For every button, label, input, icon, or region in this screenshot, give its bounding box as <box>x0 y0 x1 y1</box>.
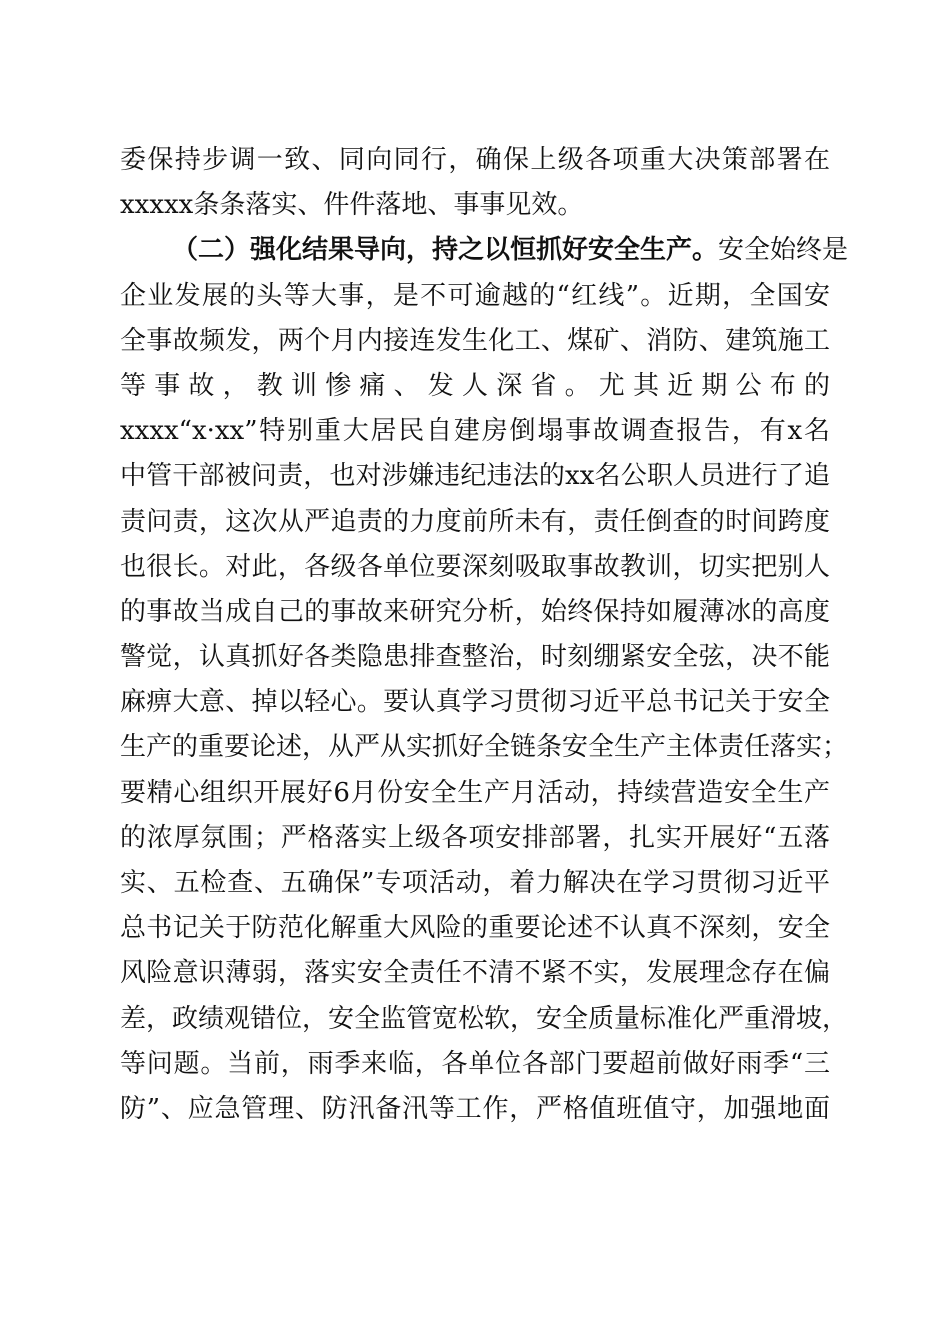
text-line: xxxx“x·xx”特别重大居民自建房倒塌事故调查报告，有x名 <box>120 416 830 447</box>
text-line: 责问责，这次从严追责的力度前所未有，责任倒查的时间跨度 <box>120 506 830 537</box>
text-line: 也很长。对此，各级各单位要深刻吸取事故教训，切实把别人 <box>120 551 830 582</box>
text-line: 差，政绩观错位，安全监管宽松软，安全质量标准化严重滑坡， <box>120 1003 849 1034</box>
text-line: 防”、应急管理、防汛备汛等工作，严格值班值守，加强地面 <box>120 1093 830 1124</box>
text-line: 的浓厚氛围；严格落实上级各项安排部署，扎实开展好“五落 <box>120 822 830 853</box>
section-heading: （二）强化结果导向，持之以恒抓好安全生产。 <box>172 235 719 266</box>
section-heading-line <box>120 228 849 273</box>
text-line: 的事故当成自己的事故来研究分析，始终保持如履薄冰的高度 <box>120 596 830 627</box>
text-line: xxxxx条条落实、件件落地、事事见效。 <box>120 190 584 221</box>
text-line: 全事故频发，两个月内接连发生化工、煤矿、消防、建筑施工 <box>120 325 830 356</box>
text-line: 要精心组织开展好6月份安全生产月活动，持续营造安全生产 <box>120 777 830 808</box>
text-line: 企业发展的头等大事，是不可逾越的“红线”。近期，全国安 <box>120 280 830 311</box>
text-line: 生产的重要论述，从严从实抓好全链条安全生产主体责任落实； <box>120 732 849 763</box>
text-line: 实、五检查、五确保”专项活动，着力解决在学习贯彻习近平 <box>120 868 830 898</box>
text-line: 中管干部被问责，也对涉嫌违纪违法的xx名公职人员进行了追 <box>120 461 830 492</box>
text-line: 等事故，教训惨痛、发人深省。尤其近期公布的 <box>120 370 830 401</box>
text-line: 麻痹大意、掉以轻心。要认真学习贯彻习近平总书记关于安全 <box>120 687 830 718</box>
text-line: 风险意识薄弱，落实安全责任不清不紧不实，发展理念存在偏 <box>120 958 830 989</box>
text-line: 委保持步调一致、同向同行，确保上级各项重大决策部署在 <box>120 145 830 175</box>
body-text <box>120 138 849 1132</box>
text-line: 总书记关于防范化解重大风险的重要论述不认真不深刻，安全 <box>120 913 830 944</box>
text-line: 警觉，认真抓好各类隐患排查整治，时刻绷紧安全弦，决不能 <box>120 642 830 673</box>
heading-line-rest: 安全始终是 <box>718 235 849 266</box>
text-line: 等问题。当前，雨季来临，各单位各部门要超前做好雨季“三 <box>120 1048 830 1079</box>
